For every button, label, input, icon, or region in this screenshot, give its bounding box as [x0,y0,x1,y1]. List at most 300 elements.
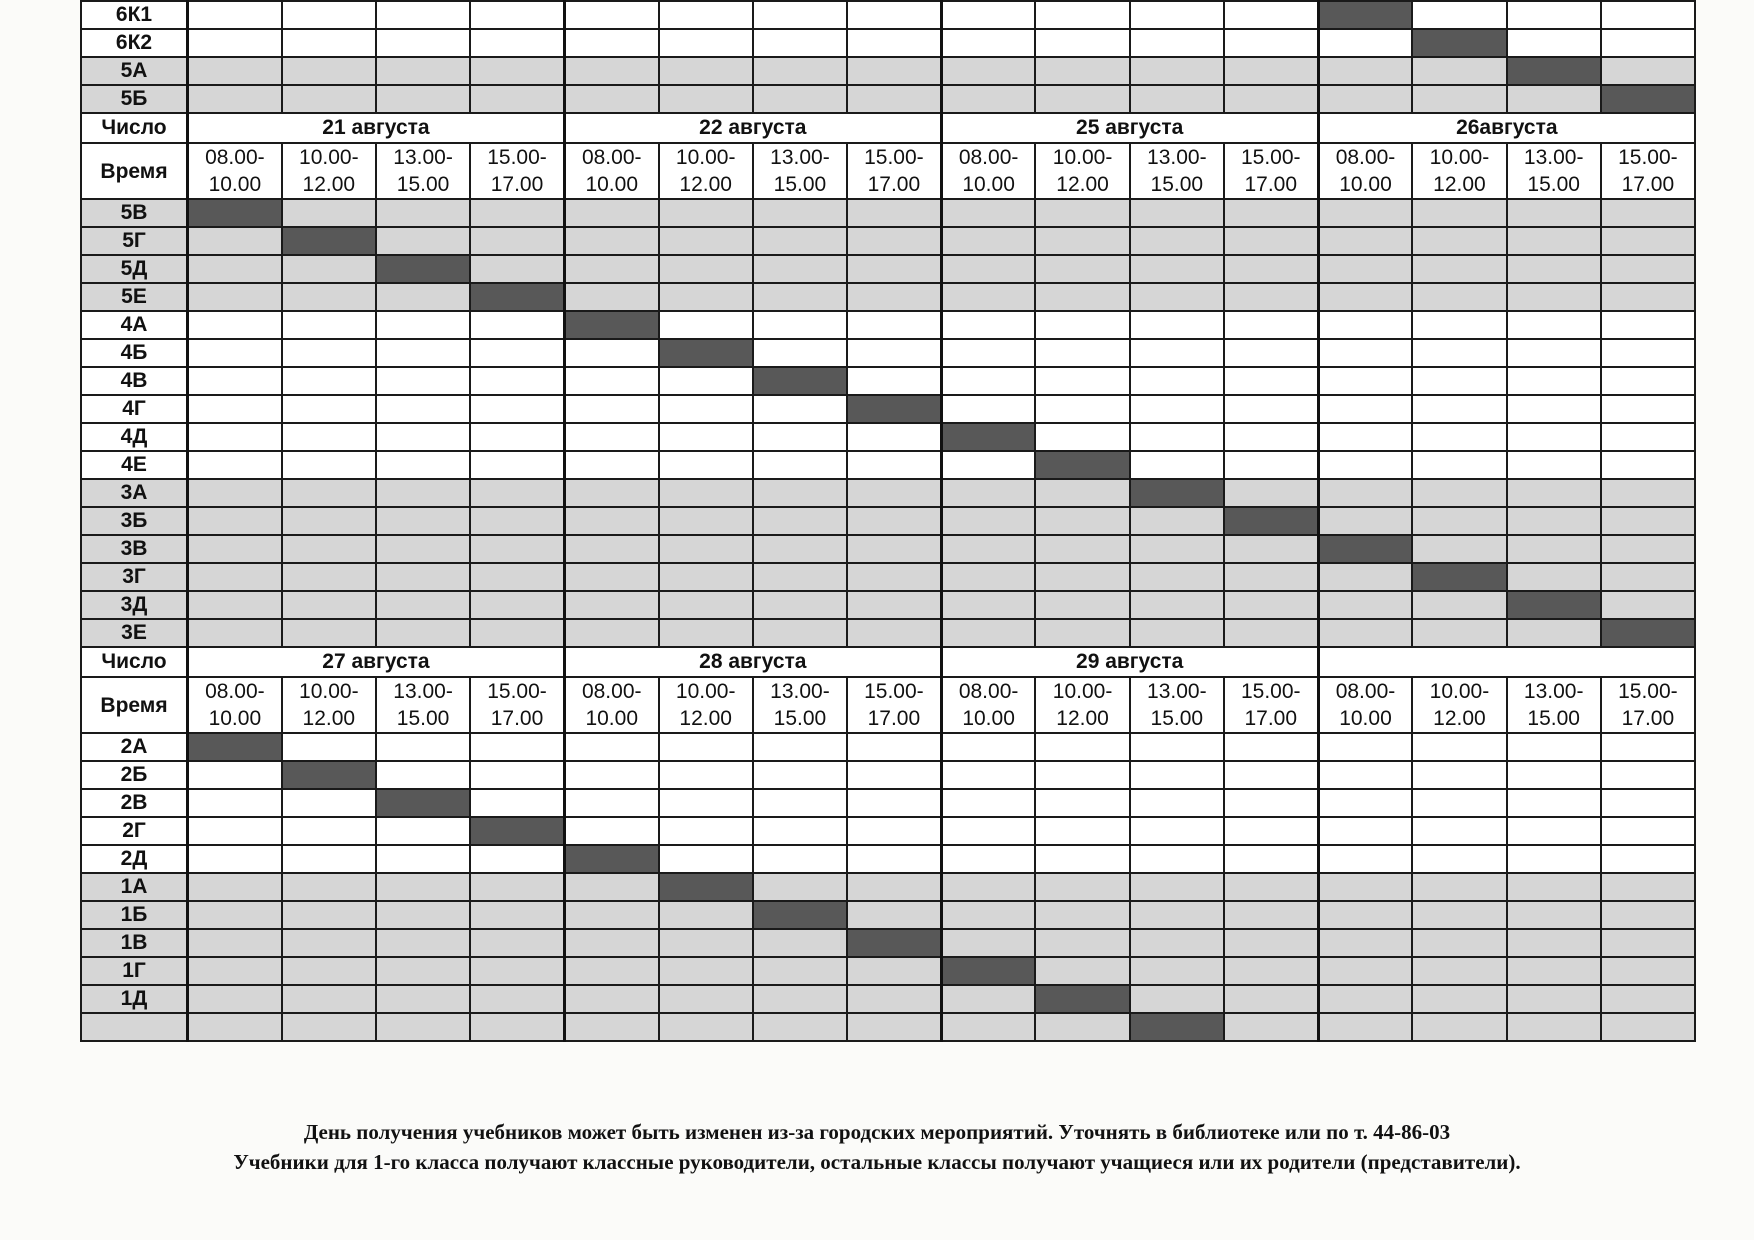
slot-cell [188,985,282,1013]
slot-cell [1601,901,1695,929]
slot-cell [1412,817,1506,845]
scheduled-slot [188,733,282,761]
slot-cell [1507,423,1601,451]
slot-cell [376,85,470,113]
slot-cell [1224,29,1318,57]
slot-cell [1412,395,1506,423]
footer-notes [0,1117,1754,1177]
class-label: 4Д [81,423,188,451]
slot-cell [282,789,376,817]
time-slot-cell: 15.00- 17.00 [847,143,941,199]
scheduled-slot [1035,985,1129,1013]
slot-cell [847,563,941,591]
slot-cell [1035,619,1129,647]
scheduled-slot [847,929,941,957]
time-slot-cell: 08.00- 10.00 [941,677,1035,733]
slot-cell [941,845,1035,873]
slot-cell [1601,227,1695,255]
slot-cell [1224,283,1318,311]
slot-cell [564,901,658,929]
slot-cell [376,395,470,423]
time-slot-cell: 15.00- 17.00 [1601,677,1695,733]
class-row [81,283,1695,311]
slot-cell [1507,619,1601,647]
slot-cell [847,901,941,929]
slot-cell [659,451,753,479]
slot-cell [188,873,282,901]
slot-cell [564,733,658,761]
slot-cell [564,85,658,113]
slot-cell [941,479,1035,507]
scheduled-slot [282,227,376,255]
slot-cell [1601,929,1695,957]
date-header-row [81,113,1695,143]
slot-cell [659,929,753,957]
slot-cell [1035,339,1129,367]
slot-cell [1035,395,1129,423]
slot-cell [659,1013,753,1041]
class-label: 1В [81,929,188,957]
slot-cell [1507,85,1601,113]
time-slot-cell: 08.00- 10.00 [941,143,1035,199]
slot-cell [1318,395,1412,423]
slot-cell [470,29,564,57]
slot-cell [659,761,753,789]
slot-cell [376,479,470,507]
class-row [81,929,1695,957]
slot-cell [188,957,282,985]
slot-cell [376,563,470,591]
slot-cell [282,85,376,113]
slot-cell [659,85,753,113]
slot-cell [282,535,376,563]
slot-cell [188,929,282,957]
slot-cell [1224,845,1318,873]
slot-cell [376,283,470,311]
slot-cell [1507,255,1601,283]
slot-cell [1035,1013,1129,1041]
slot-cell [941,535,1035,563]
slot-cell [376,227,470,255]
slot-cell [1412,339,1506,367]
slot-cell [470,873,564,901]
slot-cell [282,479,376,507]
slot-cell [188,311,282,339]
slot-cell [1601,535,1695,563]
slot-cell [282,311,376,339]
class-row [81,1013,1695,1041]
slot-cell [1601,761,1695,789]
slot-cell [847,817,941,845]
time-slot-cell: 15.00- 17.00 [470,677,564,733]
class-row [81,85,1695,113]
slot-cell [847,199,941,227]
slot-cell [847,985,941,1013]
slot-cell [1318,929,1412,957]
slot-cell [941,85,1035,113]
slot-cell [1035,591,1129,619]
slot-cell [753,507,847,535]
slot-cell [1035,929,1129,957]
slot-cell [1412,985,1506,1013]
slot-cell [1318,283,1412,311]
slot-cell [1507,29,1601,57]
slot-cell [1412,311,1506,339]
slot-cell [659,57,753,85]
slot-cell [1130,311,1224,339]
slot-cell [470,929,564,957]
class-row [81,57,1695,85]
slot-cell [188,761,282,789]
slot-cell [941,451,1035,479]
class-row [81,789,1695,817]
slot-cell [659,395,753,423]
slot-cell [564,817,658,845]
time-slot-cell: 08.00- 10.00 [564,143,658,199]
slot-cell [376,957,470,985]
slot-cell [753,929,847,957]
slot-cell [1412,591,1506,619]
slot-cell [1224,367,1318,395]
slot-cell [1412,1013,1506,1041]
time-slot-cell: 10.00- 12.00 [659,143,753,199]
slot-cell [941,761,1035,789]
class-row [81,423,1695,451]
slot-cell [941,339,1035,367]
slot-cell [659,479,753,507]
slot-cell [753,283,847,311]
slot-cell [1130,985,1224,1013]
scheduled-slot [941,423,1035,451]
slot-cell [564,929,658,957]
slot-cell [1130,227,1224,255]
slot-cell [1507,1013,1601,1041]
slot-cell [753,985,847,1013]
slot-cell [376,367,470,395]
slot-cell [282,57,376,85]
class-row [81,507,1695,535]
slot-cell [1130,451,1224,479]
slot-cell [376,507,470,535]
slot-cell [1224,1,1318,29]
slot-cell [376,929,470,957]
slot-cell [1035,479,1129,507]
slot-cell [1412,789,1506,817]
slot-cell [1130,761,1224,789]
slot-cell [564,57,658,85]
slot-cell [376,619,470,647]
slot-cell [470,733,564,761]
scheduled-slot [188,199,282,227]
slot-cell [1224,619,1318,647]
slot-cell [1318,563,1412,591]
class-row [81,199,1695,227]
slot-cell [564,985,658,1013]
class-row [81,339,1695,367]
slot-cell [564,283,658,311]
time-slot-cell: 10.00- 12.00 [282,677,376,733]
slot-cell [1601,789,1695,817]
slot-cell [470,789,564,817]
slot-cell [1601,283,1695,311]
slot-cell [470,901,564,929]
slot-cell [1507,339,1601,367]
scheduled-slot [753,901,847,929]
slot-cell [1318,957,1412,985]
class-row [81,479,1695,507]
slot-cell [941,985,1035,1013]
slot-cell [1130,619,1224,647]
slot-cell [1035,227,1129,255]
slot-cell [1130,395,1224,423]
slot-cell [659,507,753,535]
slot-cell [282,507,376,535]
slot-cell [1130,367,1224,395]
slot-cell [564,1,658,29]
slot-cell [847,507,941,535]
time-label: Время [81,677,188,733]
time-slot-cell: 15.00- 17.00 [470,143,564,199]
slot-cell [1601,29,1695,57]
slot-cell [753,789,847,817]
slot-cell [1224,563,1318,591]
slot-cell [753,255,847,283]
slot-cell [753,563,847,591]
slot-cell [1224,789,1318,817]
slot-cell [1130,423,1224,451]
slot-cell [847,761,941,789]
slot-cell [1130,817,1224,845]
slot-cell [847,367,941,395]
slot-cell [1035,85,1129,113]
slot-cell [1601,845,1695,873]
time-slot-cell: 08.00- 10.00 [1318,677,1412,733]
slot-cell [1035,901,1129,929]
slot-cell [1412,845,1506,873]
slot-cell [564,507,658,535]
slot-cell [1412,929,1506,957]
slot-cell [1130,339,1224,367]
slot-cell [1601,423,1695,451]
scheduled-slot [1507,57,1601,85]
slot-cell [376,901,470,929]
slot-cell [1224,451,1318,479]
slot-cell [1035,255,1129,283]
scheduled-slot [753,367,847,395]
scheduled-slot [564,845,658,873]
slot-cell [1412,873,1506,901]
slot-cell [1035,845,1129,873]
slot-cell [1130,199,1224,227]
class-label: 3Г [81,563,188,591]
slot-cell [1412,199,1506,227]
class-row [81,311,1695,339]
time-slot-cell: 15.00- 17.00 [1601,143,1695,199]
slot-cell [1318,423,1412,451]
slot-cell [1507,733,1601,761]
slot-cell [1412,619,1506,647]
slot-cell [282,733,376,761]
date-header-row [81,647,1695,677]
slot-cell [847,1013,941,1041]
slot-cell [847,873,941,901]
scheduled-slot [376,789,470,817]
slot-cell [1035,311,1129,339]
slot-cell [941,901,1035,929]
slot-cell [282,199,376,227]
slot-cell [282,395,376,423]
slot-cell [659,423,753,451]
scheduled-slot [1601,619,1695,647]
slot-cell [847,283,941,311]
slot-cell [1035,873,1129,901]
slot-cell [470,85,564,113]
slot-cell [847,339,941,367]
slot-cell [188,283,282,311]
slot-cell [1507,845,1601,873]
slot-cell [1412,479,1506,507]
slot-cell [376,199,470,227]
class-label: 4Г [81,395,188,423]
slot-cell [1318,1013,1412,1041]
slot-cell [470,339,564,367]
slot-cell [188,451,282,479]
slot-cell [470,563,564,591]
date-cell: 29 августа [941,647,1318,677]
slot-cell [941,395,1035,423]
slot-cell [659,283,753,311]
class-row [81,535,1695,563]
slot-cell [1601,985,1695,1013]
slot-cell [376,733,470,761]
slot-cell [1224,873,1318,901]
slot-cell [470,395,564,423]
slot-cell [941,311,1035,339]
slot-cell [282,591,376,619]
slot-cell [1224,85,1318,113]
slot-cell [1601,733,1695,761]
slot-cell [659,1,753,29]
slot-cell [1130,789,1224,817]
slot-cell [1130,563,1224,591]
time-slot-cell: 15.00- 17.00 [1224,143,1318,199]
slot-cell [188,535,282,563]
slot-cell [1412,283,1506,311]
slot-cell [564,789,658,817]
slot-cell [1601,367,1695,395]
slot-cell [470,591,564,619]
slot-cell [659,227,753,255]
slot-cell [753,227,847,255]
slot-cell [1318,479,1412,507]
slot-cell [564,395,658,423]
slot-cell [1507,957,1601,985]
slot-cell [470,535,564,563]
class-label: 1А [81,873,188,901]
slot-cell [1601,311,1695,339]
slot-cell [659,957,753,985]
slot-cell [470,507,564,535]
slot-cell [564,451,658,479]
slot-cell [1318,591,1412,619]
slot-cell [753,1,847,29]
slot-cell [847,311,941,339]
slot-cell [847,591,941,619]
scheduled-slot [1601,85,1695,113]
slot-cell [1507,789,1601,817]
slot-cell [1318,199,1412,227]
slot-cell [188,1013,282,1041]
class-row [81,255,1695,283]
slot-cell [376,817,470,845]
time-slot-cell: 10.00- 12.00 [1035,677,1129,733]
slot-cell [564,619,658,647]
scheduled-slot [659,339,753,367]
slot-cell [1412,1,1506,29]
class-label: 5А [81,57,188,85]
class-row [81,733,1695,761]
scheduled-slot [282,761,376,789]
slot-cell [753,479,847,507]
slot-cell [753,311,847,339]
slot-cell [376,591,470,619]
slot-cell [847,57,941,85]
slot-cell [564,367,658,395]
class-row [81,817,1695,845]
slot-cell [659,901,753,929]
slot-cell [1318,227,1412,255]
slot-cell [470,985,564,1013]
class-row [81,845,1695,873]
slot-cell [941,591,1035,619]
slot-cell [1601,395,1695,423]
slot-cell [282,563,376,591]
slot-cell [847,957,941,985]
slot-cell [376,761,470,789]
slot-cell [188,901,282,929]
slot-cell [1035,283,1129,311]
slot-cell [1412,535,1506,563]
slot-cell [659,789,753,817]
class-row [81,395,1695,423]
slot-cell [470,957,564,985]
scheduled-slot [564,311,658,339]
class-label: 4В [81,367,188,395]
time-slot-cell: 08.00- 10.00 [564,677,658,733]
slot-cell [1412,85,1506,113]
slot-cell [753,733,847,761]
class-row [81,619,1695,647]
slot-cell [470,227,564,255]
slot-cell [1412,451,1506,479]
slot-cell [1412,423,1506,451]
slot-cell [1507,199,1601,227]
slot-cell [659,619,753,647]
slot-cell [188,817,282,845]
slot-cell [753,1013,847,1041]
slot-cell [1130,901,1224,929]
slot-cell [1224,339,1318,367]
slot-cell [1412,957,1506,985]
class-label: 6К1 [81,1,188,29]
slot-cell [1601,57,1695,85]
slot-cell [282,1,376,29]
slot-cell [1224,535,1318,563]
slot-cell [376,845,470,873]
slot-cell [1507,817,1601,845]
class-label: 4Е [81,451,188,479]
slot-cell [564,563,658,591]
